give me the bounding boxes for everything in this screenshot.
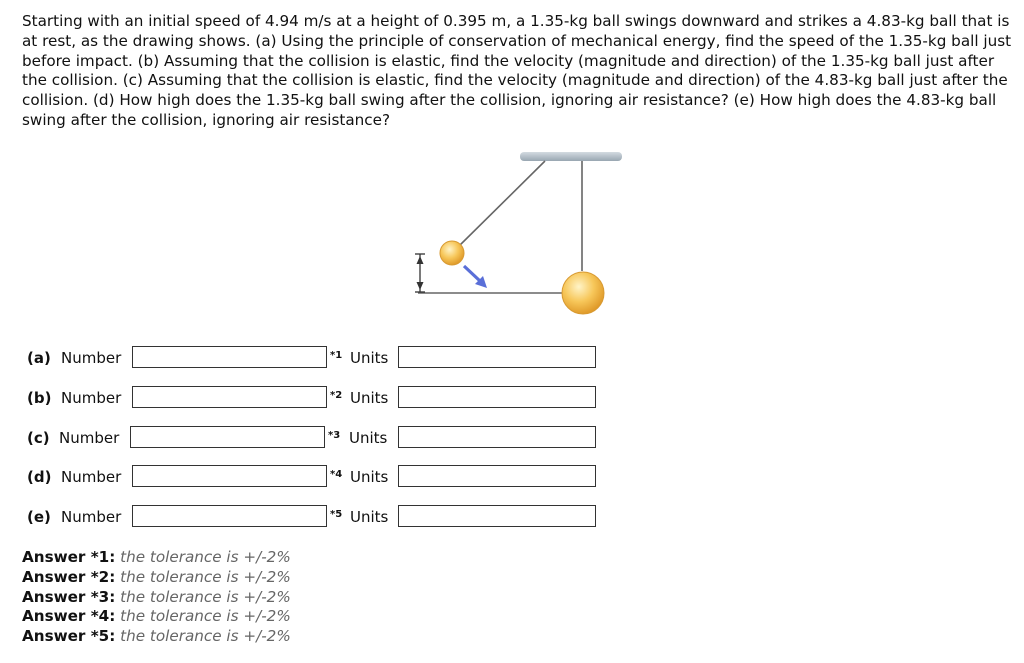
answer-tolerance: the tolerance is +/-2% bbox=[120, 627, 291, 646]
answer-tolerance-line bbox=[22, 568, 291, 588]
answer-tolerance-line bbox=[22, 607, 291, 627]
answer-row-a bbox=[0, 346, 620, 372]
number-input-b[interactable] bbox=[132, 386, 327, 408]
answer-tolerance: the tolerance is +/-2% bbox=[120, 567, 291, 586]
answer-marker: *2 bbox=[330, 390, 343, 401]
answer-key: Answer *3: bbox=[22, 587, 116, 606]
pendulum-string-swinging bbox=[458, 161, 545, 247]
answer-tolerance: the tolerance is +/-2% bbox=[120, 587, 291, 606]
height-arrow-bottom-icon bbox=[417, 282, 424, 290]
answer-tolerance-line bbox=[22, 627, 291, 647]
part-label: (d) bbox=[27, 468, 52, 486]
answer-marker: *1 bbox=[330, 350, 343, 361]
part-label: (a) bbox=[27, 349, 51, 367]
ceiling-support bbox=[520, 152, 622, 161]
answer-key: Answer *5: bbox=[22, 627, 116, 646]
answer-tolerance-line bbox=[22, 588, 291, 608]
velocity-arrow-icon bbox=[464, 266, 480, 281]
units-input-b[interactable] bbox=[398, 386, 596, 408]
part-label: (b) bbox=[27, 389, 52, 407]
units-label: Units bbox=[349, 429, 388, 447]
number-label: Number bbox=[61, 389, 122, 407]
number-input-a[interactable] bbox=[132, 346, 327, 368]
units-label: Units bbox=[350, 468, 389, 486]
part-label: (e) bbox=[27, 508, 51, 526]
answer-tolerance-list bbox=[22, 548, 291, 647]
answer-key: Answer *4: bbox=[22, 607, 116, 626]
answer-row-d bbox=[0, 465, 620, 491]
pendulum-diagram bbox=[400, 145, 630, 325]
units-input-c[interactable] bbox=[398, 426, 596, 448]
units-label: Units bbox=[350, 508, 389, 526]
ball-1-35kg bbox=[440, 241, 464, 265]
number-label: Number bbox=[61, 468, 122, 486]
answer-marker: *3 bbox=[328, 430, 341, 441]
units-input-d[interactable] bbox=[398, 465, 596, 487]
answer-marker: *4 bbox=[330, 469, 343, 480]
ball-4-83kg bbox=[562, 272, 604, 314]
answer-tolerance-line bbox=[22, 548, 291, 568]
problem-statement: Starting with an initial speed of 4.94 m/s at a height of 0.395 m, a 1.35-kg ball swings downward and strikes a 4.83-kg ball that is at rest, as the drawing shows. (a) Using the principle of conservation of mechanical energy, find the speed of the 1.35-kg ball just before impact. (b) Assuming that the collision is elastic, find the velocity (magnitude and direction) of the 1.35-kg ball just after the collision. (c) Assuming that the collision is elastic, find the velocity (magnitude and direction) of the 4.83-kg ball just after the collision. (d) How high does the 1.35-kg ball swing after the collision, ignoring air resistance? (e) How high does the 4.83-kg ball swing after the collision, ignoring air resistance? bbox=[22, 12, 1012, 129]
number-label: Number bbox=[61, 508, 122, 526]
units-label: Units bbox=[350, 389, 389, 407]
answer-marker: *5 bbox=[330, 509, 343, 520]
number-input-c[interactable] bbox=[130, 426, 325, 448]
part-label: (c) bbox=[27, 429, 50, 447]
units-input-a[interactable] bbox=[398, 346, 596, 368]
answer-row-e bbox=[0, 505, 620, 531]
units-label: Units bbox=[350, 349, 389, 367]
height-arrow-top-icon bbox=[417, 256, 424, 264]
answer-row-c bbox=[0, 426, 620, 452]
answer-key: Answer *1: bbox=[22, 548, 116, 566]
answer-tolerance: the tolerance is +/-2% bbox=[120, 607, 291, 626]
number-label: Number bbox=[61, 349, 122, 367]
answer-key: Answer *2: bbox=[22, 567, 116, 586]
number-input-e[interactable] bbox=[132, 505, 327, 527]
answer-tolerance: the tolerance is +/-2% bbox=[120, 548, 291, 566]
number-label: Number bbox=[59, 429, 120, 447]
units-input-e[interactable] bbox=[398, 505, 596, 527]
number-input-d[interactable] bbox=[132, 465, 327, 487]
answer-row-b bbox=[0, 386, 620, 412]
